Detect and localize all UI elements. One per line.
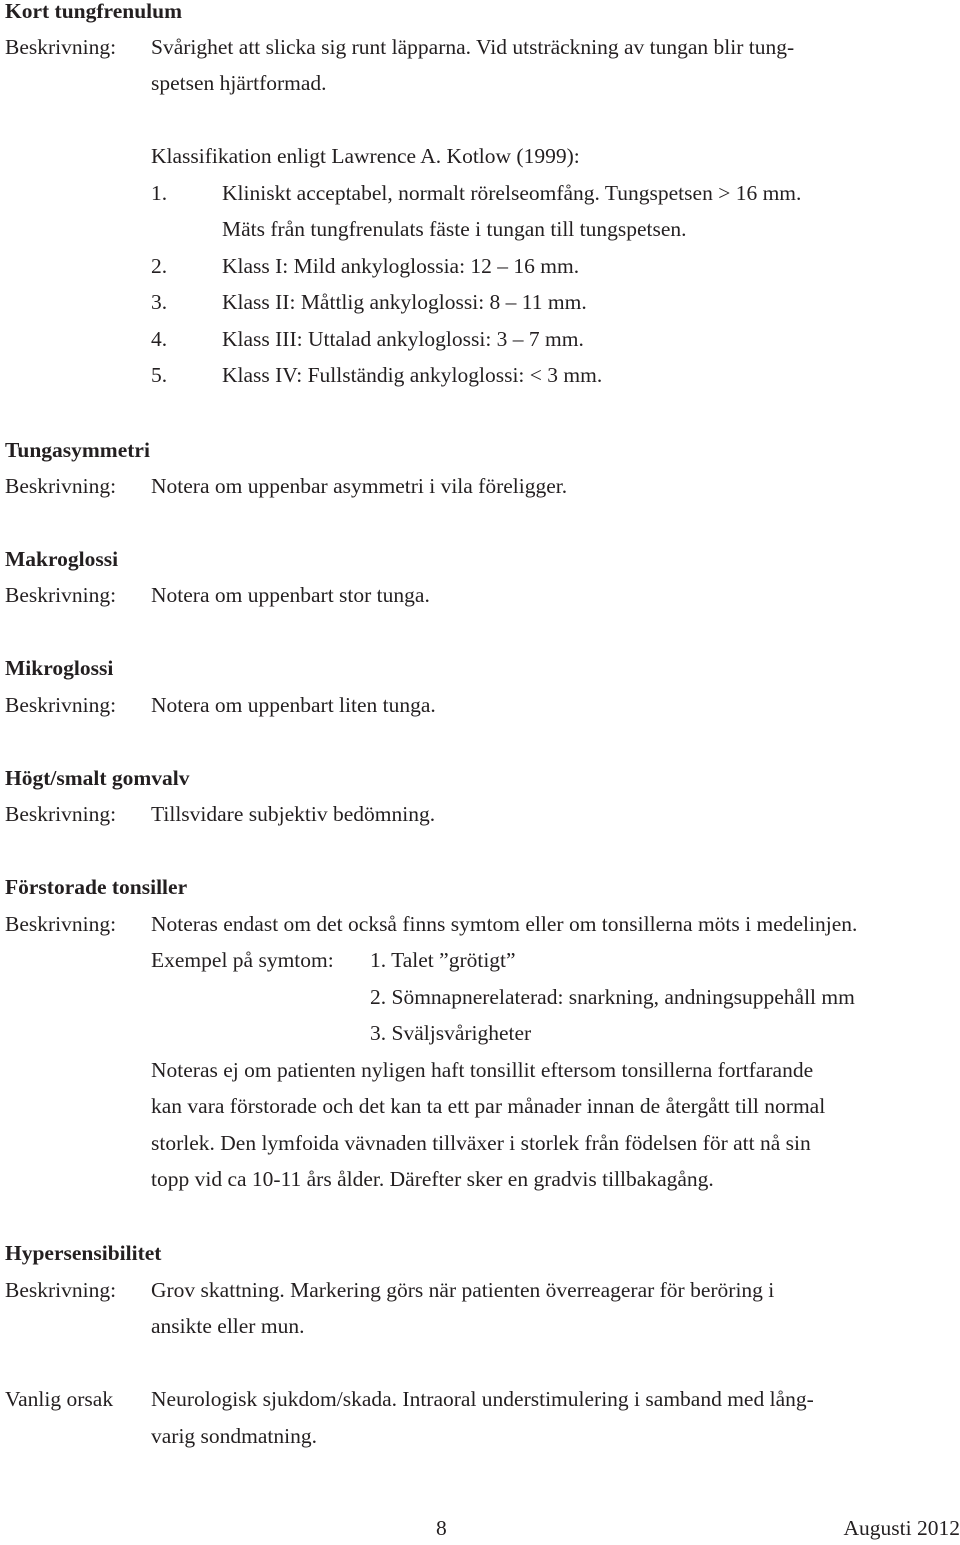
example-item: 2. Sömnapnerelaterad: snarkning, andningsuppehåll mm	[370, 985, 855, 1009]
description-text: Grov skattning. Markering görs när patienten överreagerar för beröring i	[151, 1278, 775, 1302]
description-label: Beskrivning:	[5, 912, 117, 936]
note-text: topp vid ca 10-11 års ålder. Därefter sker en gradvis tillbakagång.	[151, 1167, 714, 1191]
footer-date: Augusti 2012	[843, 1516, 960, 1540]
classification-title: Klassifikation enligt Lawrence A. Kotlow (1999):	[151, 144, 580, 168]
list-number: 2.	[151, 254, 168, 278]
description-label: Beskrivning:	[5, 583, 117, 607]
list-number: 5.	[151, 363, 168, 387]
list-number: 3.	[151, 290, 168, 314]
list-item-subtext: Mäts från tungfrenulats fäste i tungan till tungspetsen.	[222, 217, 687, 241]
description-text: Tillsvidare subjektiv bedömning.	[151, 802, 436, 826]
list-item: Klass I: Mild ankyloglossia: 12 – 16 mm.	[222, 254, 580, 278]
section-heading: Mikroglossi	[5, 656, 114, 680]
description-text: Notera om uppenbart liten tunga.	[151, 693, 436, 717]
description-text: Notera om uppenbart stor tunga.	[151, 583, 430, 607]
description-text: spetsen hjärtformad.	[151, 71, 327, 95]
description-text: Notera om uppenbar asymmetri i vila föreligger.	[151, 474, 568, 498]
description-label: Beskrivning:	[5, 802, 117, 826]
description-text: ansikte eller mun.	[151, 1314, 305, 1338]
description-text: Noteras endast om det också finns symtom eller om tonsillerna möts i medelinjen.	[151, 912, 858, 936]
page-number: 8	[436, 1516, 447, 1540]
note-text: storlek. Den lymfoida vävnaden tillväxer i storlek från födelsen för att nå sin	[151, 1131, 811, 1155]
section-heading: Kort tungfrenulum	[5, 0, 182, 23]
cause-label: Vanlig orsak	[5, 1387, 114, 1411]
list-item: Klass IV: Fullständig ankyloglossi: < 3 mm.	[222, 363, 603, 387]
description-label: Beskrivning:	[5, 35, 117, 59]
section-heading: Förstorade tonsiller	[5, 875, 188, 899]
list-number: 4.	[151, 327, 168, 351]
section-heading: Makroglossi	[5, 547, 119, 571]
list-item: Klass II: Måttlig ankyloglossi: 8 – 11 mm.	[222, 290, 587, 314]
section-heading: Hypersensibilitet	[5, 1241, 162, 1265]
description-label: Beskrivning:	[5, 693, 117, 717]
description-text: Svårighet att slicka sig runt läpparna. Vid utsträckning av tungan blir tung-	[151, 35, 795, 59]
list-number: 1.	[151, 181, 168, 205]
section-heading: Tungasymmetri	[5, 438, 150, 462]
cause-text: varig sondmatning.	[151, 1424, 318, 1448]
cause-text: Neurologisk sjukdom/skada. Intraoral understimulering i samband med lång-	[151, 1387, 814, 1411]
note-text: Noteras ej om patienten nyligen haft tonsillit eftersom tonsillerna fortfarande	[151, 1058, 814, 1082]
note-text: kan vara förstorade och det kan ta ett par månader innan de återgått till normal	[151, 1094, 826, 1118]
description-label: Beskrivning:	[5, 474, 117, 498]
example-item: 3. Sväljsvårigheter	[370, 1021, 532, 1045]
description-label: Beskrivning:	[5, 1278, 117, 1302]
example-item: 1. Talet ”grötigt”	[370, 948, 516, 972]
list-item: Klass III: Uttalad ankyloglossi: 3 – 7 mm.	[222, 327, 584, 351]
example-label: Exempel på symtom:	[151, 948, 334, 972]
section-heading: Högt/smalt gomvalv	[5, 766, 190, 790]
list-item: Kliniskt acceptabel, normalt rörelseomfång. Tungspetsen > 16 mm.	[222, 181, 802, 205]
